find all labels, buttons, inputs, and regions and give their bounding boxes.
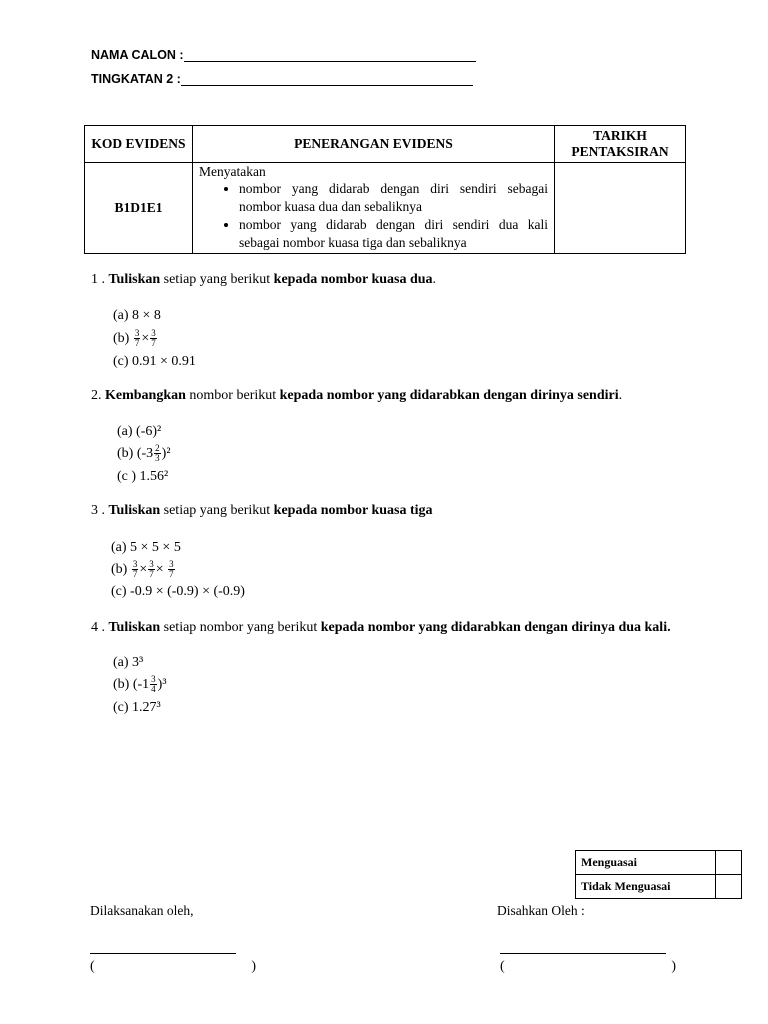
- q2-a: (a) (-6)²: [117, 424, 162, 439]
- question-3: [91, 503, 433, 519]
- fraction: $\frac{3}{7}$: [134, 328, 140, 349]
- q4-b-tail: )³: [157, 677, 167, 692]
- fraction: $\frac{3}{7}$: [169, 559, 174, 580]
- fraction: $\frac{3}{7}$: [149, 559, 154, 580]
- fraction: $\frac{3}{4}$: [151, 674, 156, 695]
- tidak-menguasai-checkbox[interactable]: [716, 875, 742, 899]
- question-4: [91, 620, 671, 636]
- times-sign: ×: [155, 562, 164, 577]
- q4-b: [113, 674, 167, 696]
- question-1: [91, 272, 436, 288]
- disahkan-signature-line: [500, 953, 666, 954]
- q1-b-label: (b): [113, 331, 133, 346]
- question-2: [91, 388, 622, 404]
- q3-text: setiap yang berikut: [160, 503, 274, 518]
- tingkatan-line: [181, 85, 473, 86]
- q1-b: [113, 328, 158, 350]
- fraction: $\frac{2}{3}$: [155, 443, 160, 464]
- penerangan-bullet: • nombor yang didarab dengan diri sendiri dua kali sebagai nombor kuasa tiga dan sebaliknya: [239, 216, 548, 252]
- col-kod-evidens: KOD EVIDENS: [85, 126, 193, 163]
- q1-a: (a) 8 × 8: [113, 308, 161, 323]
- penerangan-cell: [193, 163, 555, 254]
- q3-verb: Tuliskan: [108, 503, 161, 518]
- close-paren: ): [671, 959, 676, 974]
- q4-verb: Tuliskan: [108, 620, 161, 635]
- fraction: $\frac{3}{7}$: [132, 559, 138, 580]
- q2-verb: Kembangkan: [105, 388, 186, 403]
- q1-text: setiap yang berikut: [160, 272, 274, 287]
- tingkatan-label: TINGKATAN 2 :: [91, 72, 181, 86]
- penerangan-intro: Menyatakan: [199, 164, 266, 179]
- q3-b-label: (b): [111, 562, 131, 577]
- q3-number: 3 .: [91, 503, 109, 518]
- open-paren: (: [500, 959, 505, 974]
- q2-b-tail: )²: [161, 446, 171, 461]
- dilaksanakan-label: Dilaksanakan oleh,: [90, 903, 194, 918]
- dilaksanakan-signature-line: [90, 953, 236, 954]
- dilaksanakan-name-field[interactable]: [90, 959, 256, 975]
- penerangan-bullet: • nombor yang didarab dengan diri sendiri sebagai nombor kuasa dua dan sebaliknya: [239, 180, 548, 216]
- q4-text: setiap nombor yang berikut: [160, 620, 321, 635]
- q1-target: kepada nombor kuasa dua: [273, 272, 433, 287]
- nama-calon-line: [184, 61, 476, 62]
- q2-target: kepada nombor yang didarabkan dengan dirinya sendiri: [279, 388, 619, 403]
- q2-text: nombor berikut: [185, 388, 280, 403]
- q3-c: (c) -0.9 × (-0.9) × (-0.9): [111, 584, 245, 599]
- q4-target: kepada nombor yang didarabkan dengan dirinya dua kali.: [320, 620, 671, 635]
- mastery-status-table: [575, 850, 742, 899]
- q2-b-label: (b) (-3: [117, 446, 154, 461]
- col-tarikh-pentaksiran: TARIKH PENTAKSIRAN: [555, 126, 686, 163]
- kod-evidens-cell: B1D1E1: [85, 163, 193, 254]
- q2-punct: .: [618, 388, 623, 403]
- tingkatan-row: [91, 72, 473, 86]
- tarikh-cell: [555, 163, 686, 254]
- penerangan-list: [199, 180, 548, 252]
- disahkan-label: Disahkan Oleh :: [497, 903, 585, 918]
- q4-c: (c) 1.27³: [113, 700, 161, 715]
- fraction: $\frac{3}{7}$: [151, 328, 156, 349]
- q3-target: kepada nombor kuasa tiga: [273, 503, 433, 518]
- open-paren: (: [90, 959, 95, 974]
- menguasai-label: Menguasai: [576, 851, 716, 875]
- q4-number: 4 .: [91, 620, 109, 635]
- q2-c: (c ) 1.56²: [117, 469, 169, 484]
- q1-c: (c) 0.91 × 0.91: [113, 354, 196, 369]
- disahkan-name-field[interactable]: [500, 959, 676, 975]
- q3-a: (a) 5 × 5 × 5: [111, 540, 181, 555]
- q4-a: (a) 3³: [113, 655, 144, 670]
- tidak-menguasai-label: Tidak Menguasai: [576, 875, 716, 899]
- q3-b: [111, 559, 176, 581]
- times-sign: ×: [139, 562, 148, 577]
- q2-b: [117, 443, 171, 465]
- q1-verb: Tuliskan: [108, 272, 161, 287]
- times-sign: ×: [141, 331, 150, 346]
- q4-b-label: (b) (-1: [113, 677, 150, 692]
- close-paren: ): [251, 959, 256, 974]
- q1-punct: .: [432, 272, 437, 287]
- nama-calon-label: NAMA CALON :: [91, 48, 184, 62]
- q2-number: 2.: [91, 388, 105, 403]
- q1-number: 1 .: [91, 272, 109, 287]
- nama-calon-row: [91, 48, 476, 62]
- evidence-table: [84, 125, 686, 254]
- col-penerangan-evidens: PENERANGAN EVIDENS: [193, 126, 555, 163]
- menguasai-checkbox[interactable]: [716, 851, 742, 875]
